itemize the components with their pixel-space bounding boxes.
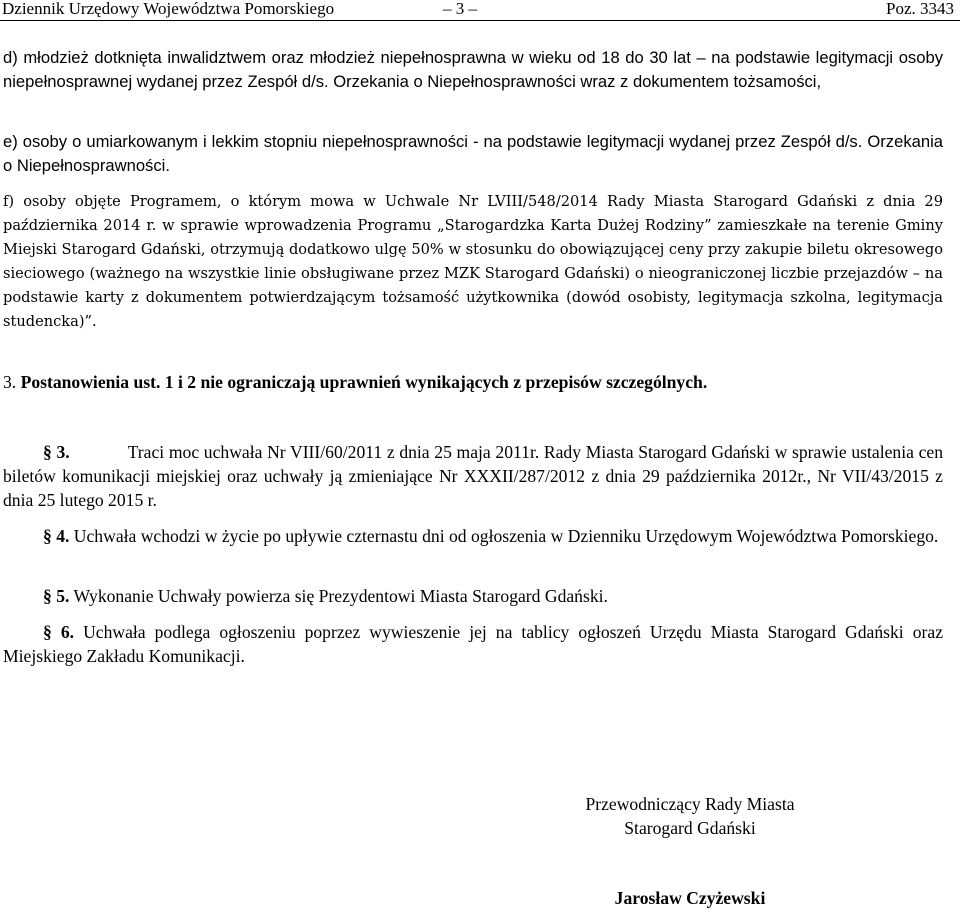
signature-block — [560, 792, 820, 840]
signatory-name: Jarosław Czyżewski — [614, 888, 766, 908]
list-item-f: f) osoby objęte Programem, o którym mowa w Uchwale Nr LVIII/548/2014 Rady Miasta Starogard Gdański z dnia 29 października 2014 r. w sprawie wprowadzenia Programu „Starogardzka Karta Dużej Rodziny” zamieszkałe na terenie Gminy Miejski Starogard Gdański, otrzymują dodatkowo ulgę 50% w stosunku do obowiązującej ceny przy zakupie biletu okresowego sieciowego (ważnego na wszystkie linie obsługiwane przez MZK Starogard Gdański) o nieograniczonej liczbie przejazdów – na podstawie karty z dokumentem potwierdzającym tożsamość użytkownika (dowód osobisty, legitymacja szkolna, legitymacja studencka)”. — [3, 193, 943, 330]
signatory-office: Starogard Gdański — [624, 818, 756, 838]
page-number: – 3 – — [443, 0, 477, 18]
section-number: § 4. — [43, 526, 70, 546]
section-6 — [3, 620, 943, 668]
section-number: § 6. — [43, 622, 75, 642]
point-3-number: 3. — [3, 372, 21, 392]
signatory-title: Przewodniczący Rady Miasta — [585, 794, 795, 814]
header-divider — [0, 20, 960, 21]
section-4 — [3, 524, 943, 548]
section-text: Uchwała podlega ogłoszeniu poprzez wywieszenie jej na tablicy ogłoszeń Urzędu Miasta Starogard Gdański oraz Miejskiego Zakładu Komunikacji. — [3, 622, 943, 666]
section-number: § 5. — [43, 586, 70, 606]
section-text: Wykonanie Uchwały powierza się Prezydentowi Miasta Starogard Gdański. — [73, 586, 608, 606]
section-3 — [3, 440, 943, 512]
journal-title: Dziennik Urzędowy Województwa Pomorskiego — [2, 0, 335, 18]
position-number: Poz. 3343 — [886, 0, 954, 18]
list-item-e: e) osoby o umiarkowanym i lekkim stopniu niepełnosprawności - na podstawie legitymacji wydanej przez Zespół d/s. Orzekania o Niepełnosprawności. — [3, 132, 943, 175]
section-text: Traci moc uchwała Nr VIII/60/2011 z dnia 25 maja 2011r. Rady Miasta Starogard Gdański w sprawie ustalenia cen biletów komunikacji miejskiej oraz uchwały ją zmieniające Nr XXXII/287/2012 z dnia 29 października 2012r., Nr VII/43/2015 z dnia 25 lutego 2015 r. — [3, 442, 943, 510]
page-header — [0, 0, 960, 20]
section-number: § 3. — [43, 442, 70, 462]
section-text: Uchwała wchodzi w życie po upływie czternastu dni od ogłoszenia w Dzienniku Urzędowym Województwa Pomorskiego. — [73, 526, 939, 546]
section-5 — [3, 584, 943, 608]
point-3 — [3, 370, 943, 394]
list-item-d: d) młodzież dotknięta inwalidztwem oraz młodzież niepełnosprawna w wieku od 18 do 30 lat – na podstawie legitymacji osoby niepełnosprawnej wydanej przez Zespół d/s. Orzekania o Niepełnosprawności wraz z dokumentem tożsamości, — [3, 48, 943, 91]
point-3-text: Postanowienia ust. 1 i 2 nie ograniczają uprawnień wynikających z przepisów szczególnych. — [20, 372, 708, 392]
